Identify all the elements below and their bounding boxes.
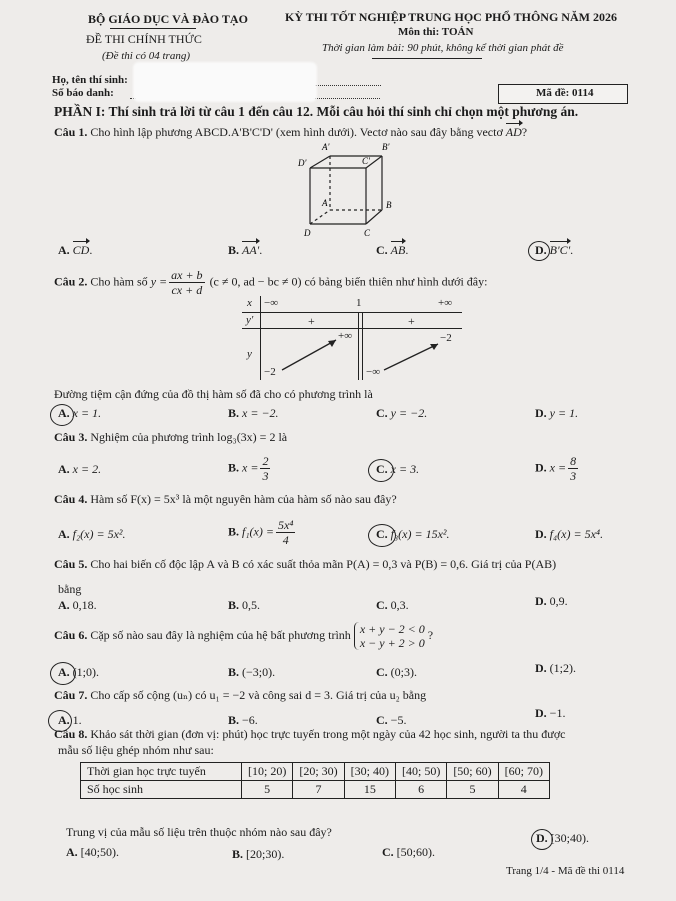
- question-5: Câu 5. Cho hai biến cố độc lập A và B có xác suất thỏa mãn P(A) = 0,3 và P(B) = 0,6. Giá trị của P(AB): [54, 557, 557, 571]
- page-count: (Đề thi có 04 trang): [102, 50, 190, 62]
- candidate-name-line: [315, 85, 381, 86]
- q5-option-c[interactable]: C. 0,3.: [376, 598, 409, 612]
- q4-option-a[interactable]: A. f₂(x) = 5x².: [58, 527, 126, 541]
- grouped-data-table: [80, 762, 550, 799]
- q8-continued: mẫu số liệu ghép nhóm như sau:: [58, 743, 214, 757]
- q4-option-d[interactable]: D. f₄(x) = 5x⁴.: [535, 527, 604, 541]
- q1-qmark: ?: [521, 125, 528, 139]
- q3-answer-mark: [368, 459, 394, 482]
- q6-option-c[interactable]: C. (0;3).: [376, 665, 417, 679]
- q3-option-c[interactable]: C. x = 3.: [376, 462, 420, 476]
- ministry-underline: [110, 28, 196, 29]
- q7-option-d[interactable]: D. −1.: [535, 706, 566, 720]
- vertex-a1: A': [322, 142, 330, 152]
- q2-option-a[interactable]: A. x = 1.: [58, 406, 102, 420]
- q4-option-b[interactable]: B. f₁(x) = $\frac{\text{5x⁴}}{4}$: [228, 518, 294, 547]
- q2-answer-mark: [50, 404, 74, 426]
- vertex-c1: C': [362, 156, 370, 166]
- q6-answer-mark: [50, 662, 76, 685]
- q8-option-c[interactable]: C. [50;60).: [382, 845, 435, 859]
- question-4: Câu 4. Hàm số F(x) = 5x³ là một nguyên hàm của hàm số nào sau đây?: [54, 492, 397, 506]
- question-3: Câu 3. Nghiệm của phương trình log₃(3x) = 2 là: [54, 430, 288, 444]
- q1-option-b[interactable]: B. AA'.: [228, 243, 263, 257]
- q5-continued: bằng: [58, 582, 82, 596]
- official-label: ĐỀ THI CHÍNH THỨC: [86, 32, 202, 46]
- vertex-d1: D': [298, 158, 307, 168]
- q2-option-b[interactable]: B. x = −2.: [228, 406, 279, 420]
- q5-option-b[interactable]: B. 0,5.: [228, 598, 261, 612]
- question-6: Câu 6. Cặp số nào sau đây là nghiệm của hệ bất phương trình x + y − 2 < 0 x − y + 2 > 0 ?: [54, 622, 434, 650]
- page-footer: Trang 1/4 - Mã đề thi 0114: [506, 865, 625, 877]
- q1-option-d[interactable]: D. B'C'.: [535, 243, 574, 257]
- q8-option-b[interactable]: B. [20;30).: [232, 847, 285, 861]
- q3-option-a[interactable]: A. x = 2.: [58, 462, 102, 476]
- q8-ask: Trung vị của mẫu số liệu trên thuộc nhóm nào sau đây?: [66, 825, 332, 839]
- vertex-c: C: [364, 228, 371, 238]
- q1-option-c[interactable]: C. AB.: [376, 243, 409, 257]
- exam-code: Mã đề: 0114: [536, 87, 594, 99]
- candidate-id-label: Số báo danh:: [52, 87, 114, 99]
- q6-option-b[interactable]: B. (−3;0).: [228, 665, 276, 679]
- variation-table: x −∞ 1 +∞ y' + + y +∞ −2 −2 −∞: [242, 296, 462, 380]
- q1-label: Câu 1.: [54, 125, 88, 139]
- q8-answer-mark: [531, 829, 553, 850]
- question-2: Câu 2. Cho hàm số y = $\frac{ax + b}{cx + d}$ (c ≠ 0, ad − bc ≠ 0) có bảng biến thiên như hình dưới đây:: [54, 268, 488, 297]
- question-8: Câu 8. Khảo sát thời gian (đơn vị: phút) học trực tuyến trong một ngày của 42 học sinh, người ta thu được: [54, 727, 566, 741]
- candidate-name-label: Họ, tên thí sinh:: [52, 74, 128, 86]
- q2-option-c[interactable]: C. y = −2.: [376, 406, 428, 420]
- q1-answer-mark: [528, 241, 550, 261]
- vertex-a: A: [322, 198, 328, 208]
- question-7: Câu 7. Cho cấp số cộng (uₙ) có u₁ = −2 và công sai d = 3. Giá trị của u₂ bằng: [54, 688, 427, 702]
- q4-answer-mark: [368, 524, 396, 547]
- ministry: BỘ GIÁO DỤC VÀ ĐÀO TẠO: [88, 12, 248, 26]
- redacted-area: [133, 62, 317, 102]
- q2-ask: Đường tiệm cận đứng của đồ thị hàm số đã cho có phương trình là: [54, 387, 373, 401]
- q8-option-d[interactable]: D. [30;40).: [536, 831, 589, 845]
- q6-option-d[interactable]: D. (1;2).: [535, 661, 576, 675]
- q2-option-d[interactable]: D. y = 1.: [535, 406, 579, 420]
- table-row: Thời gian học trực tuyến [10; 20) [20; 30) [30; 40) [40; 50) [50; 60) [60; 70): [81, 763, 550, 781]
- q1-vector-ad: AD: [505, 125, 522, 139]
- q6-option-a[interactable]: A. (1;0).: [58, 665, 99, 679]
- q7-option-b[interactable]: B. −6.: [228, 713, 258, 727]
- subject: Môn thi: TOÁN: [398, 26, 474, 38]
- q3-option-d[interactable]: D. x = $\frac{8}{3}$: [535, 454, 577, 483]
- q7-option-c[interactable]: C. −5.: [376, 713, 407, 727]
- q1-option-a[interactable]: A. CD.: [58, 243, 93, 257]
- q1-text: Cho hình lập phương ABCD.A'B'C'D' (xem hình dưới). Vectơ nào sau đây bằng vectơ: [90, 125, 503, 139]
- q7-option-a[interactable]: A. 1.: [58, 713, 82, 727]
- question-1: [54, 125, 527, 140]
- cube-figure: [296, 138, 406, 238]
- vertex-d: D: [304, 228, 311, 238]
- q8-option-a[interactable]: A. [40;50).: [66, 845, 119, 859]
- q3-option-b[interactable]: B. x = $\frac{2}{3}$: [228, 454, 269, 483]
- part-one-heading: PHẦN I: Thí sinh trả lời từ câu 1 đến câu 12. Mỗi câu hỏi thí sinh chỉ chọn một phương án.: [54, 104, 579, 119]
- time-underline: [372, 58, 482, 59]
- vertex-b: B: [386, 200, 392, 210]
- q5-option-a[interactable]: A. 0,18.: [58, 598, 97, 612]
- vertex-b1: B': [382, 142, 390, 152]
- q4-option-c[interactable]: C. f₃(x) = 15x².: [376, 527, 450, 541]
- exam-time: Thời gian làm bài: 90 phút, không kể thời gian phát đề: [322, 42, 564, 54]
- table-row: Số học sinh 5 7 15 6 5 4: [81, 781, 550, 799]
- q5-option-d[interactable]: D. 0,9.: [535, 594, 568, 608]
- exam-title: KỲ THI TỐT NGHIỆP TRUNG HỌC PHỔ THÔNG NĂM 2026: [285, 10, 617, 24]
